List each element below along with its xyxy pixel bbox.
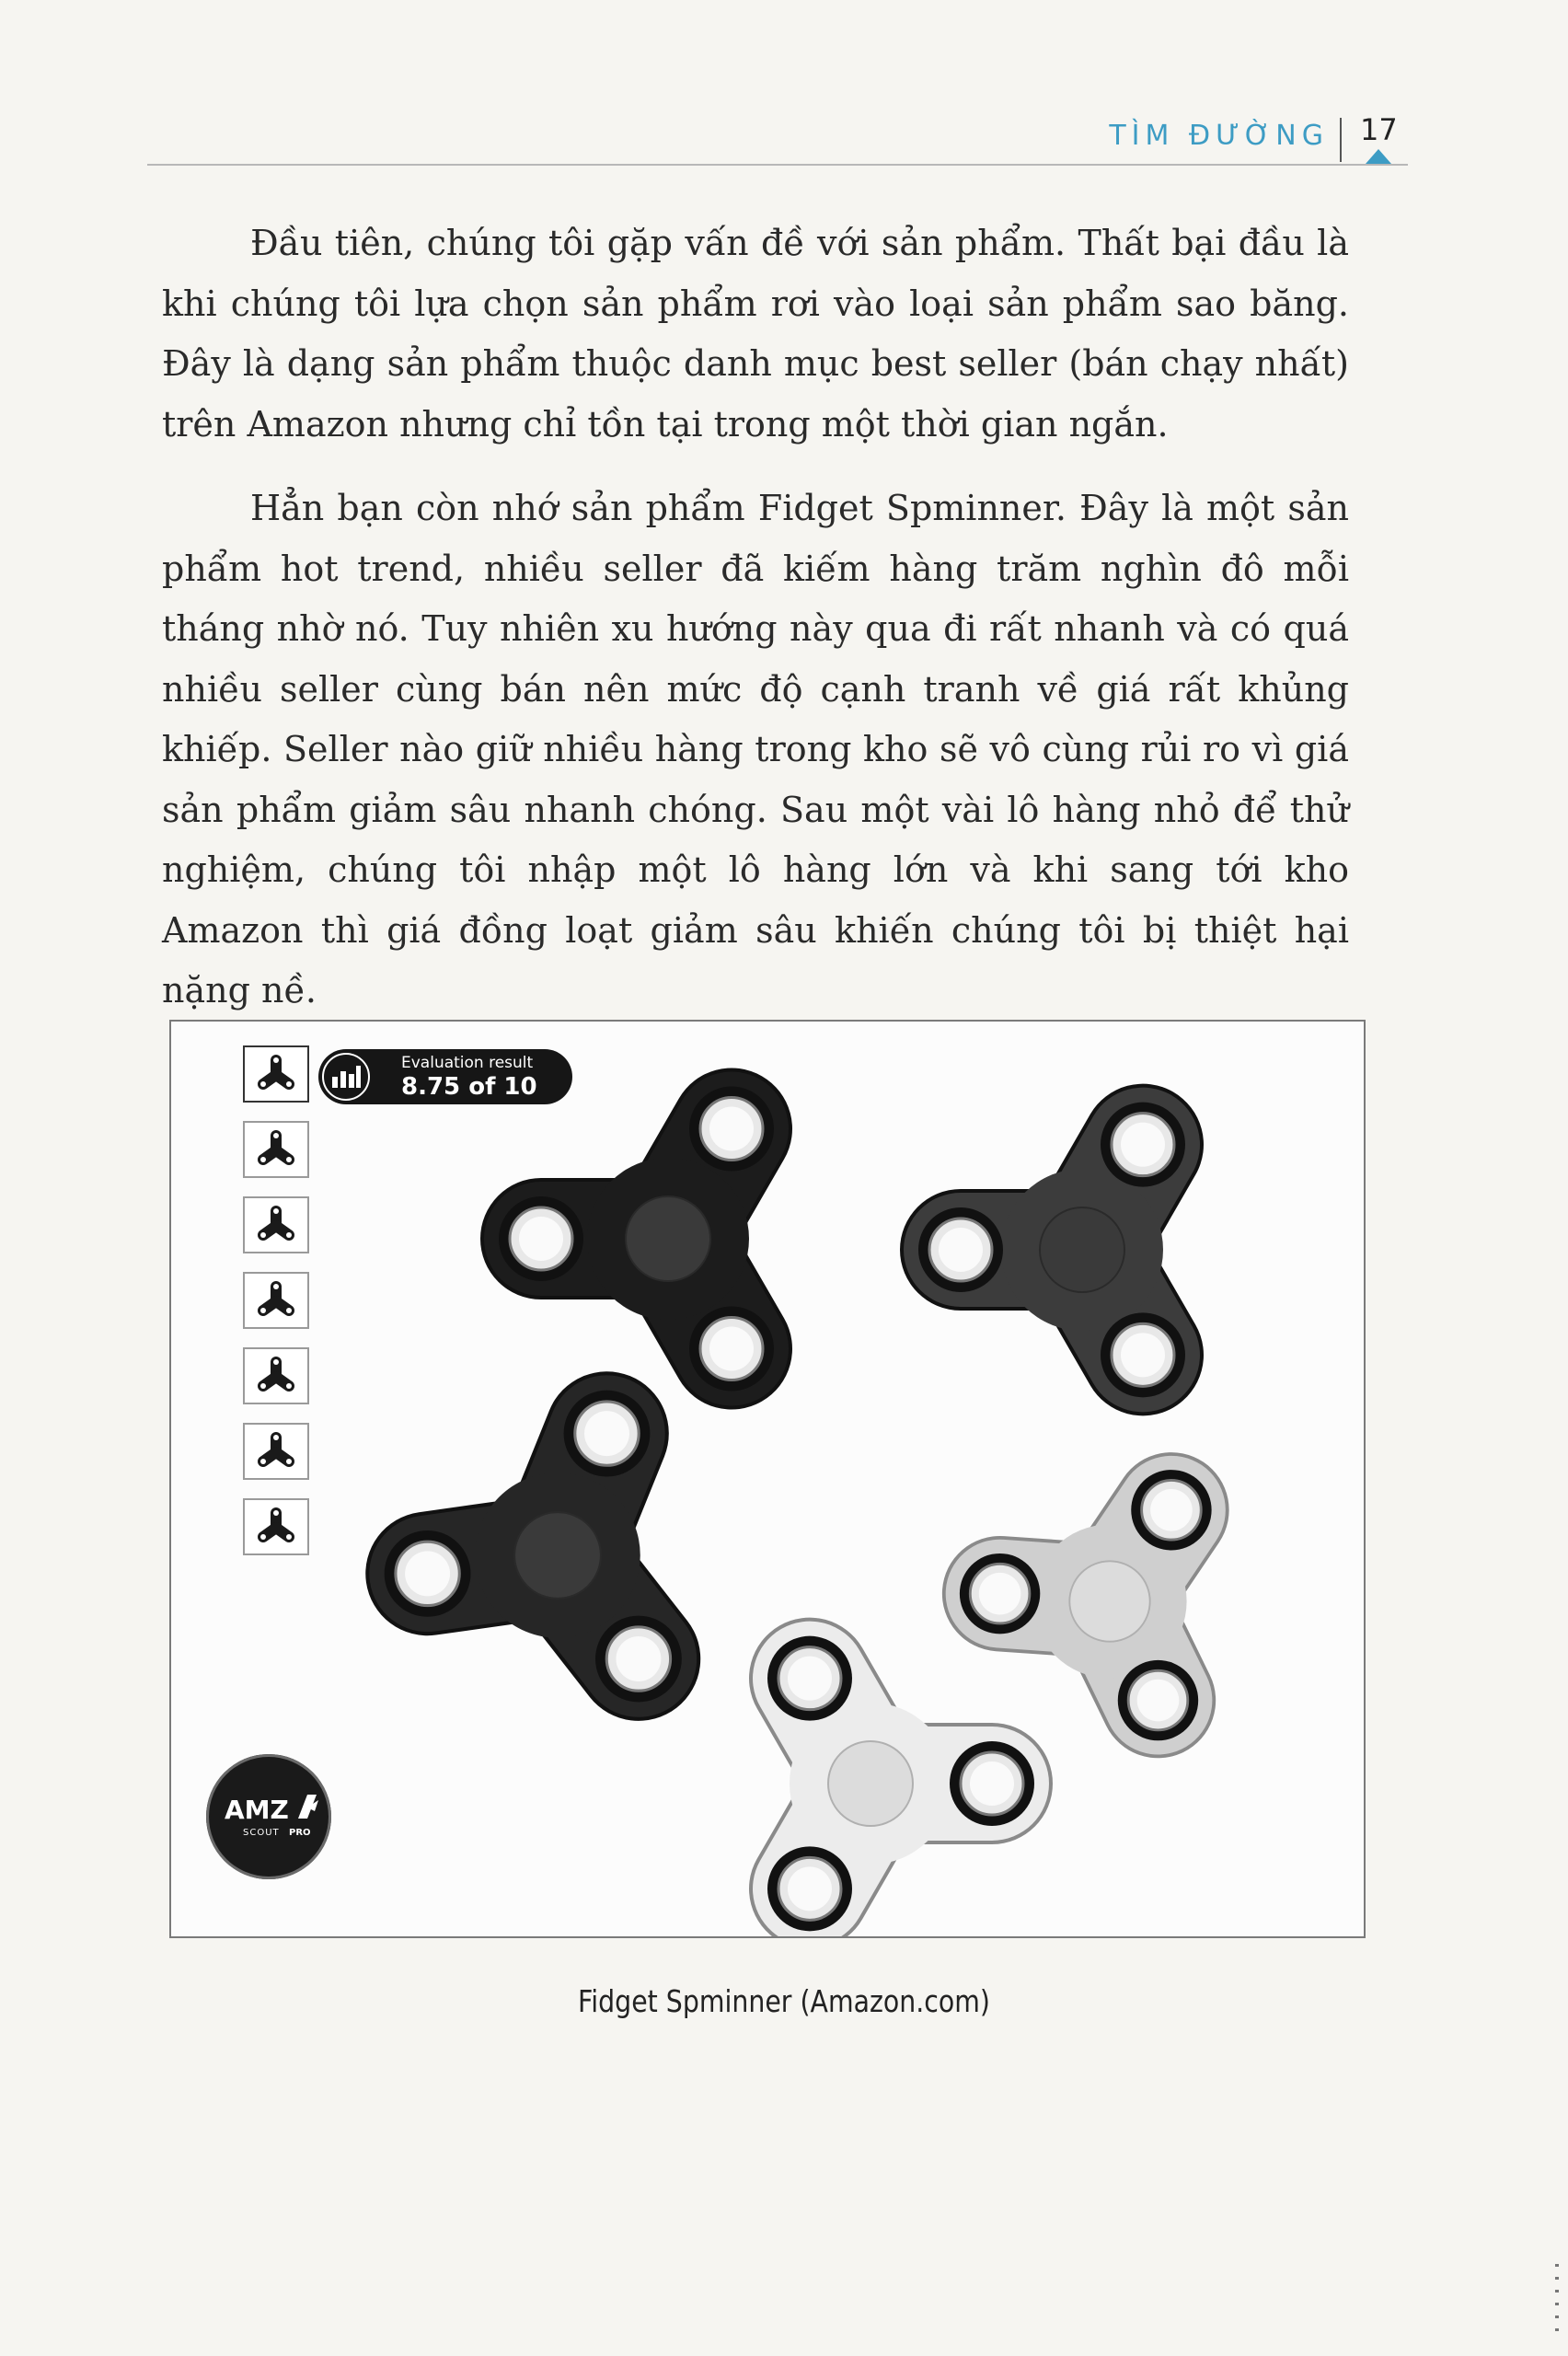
page-number: 17 [1360,112,1398,147]
fidget-spinner [767,1636,1034,1932]
product-thumbnail[interactable] [243,1121,309,1178]
paragraph-2: Hẳn bạn còn nhớ sản phẩm Fidget Spminner. Đây là một sản phẩm hot trend, nhiều seller đã kiếm hàng trăm nghìn đô mỗi tháng nhờ nó. Tuy nhiên xu hướng này qua đi rất nhanh và có quá nhiều seller cùng bán nên mức độ cạnh tranh về giá rất khủng khiếp. Seller nào giữ nhiều hàng trong kho sẽ vô cùng rủi ro vì giá sản phẩm giảm sâu nhanh chóng. Sau một vài lô hàng nhỏ để thử nghiệm, chúng tôi nhập một lô hàng lớn và khi sang tới kho Amazon thì giá đồng loạt giảm sâu khiến chúng tôi bị thiệt hại nặng nề. [162,488,1349,1011]
fidget-spinner [385,1391,682,1703]
product-thumbnail[interactable] [243,1423,309,1480]
amzscout-logo-sub: SCOUT [243,1828,280,1838]
fidget-spinner [918,1103,1185,1398]
page-edge-marks [1555,2264,1559,2338]
title-divider [1340,118,1342,162]
product-thumbnail[interactable] [243,1347,309,1404]
bar-chart-icon [322,1053,370,1101]
product-figure [169,1020,1366,1938]
header-rule [147,164,1408,166]
running-title: TÌM ĐƯỜNG [1109,120,1329,152]
amzscout-logo-pro: PRO [289,1828,311,1838]
evaluation-score: 8.75 of 10 [401,1073,537,1101]
fidget-spinner [499,1086,774,1391]
logo-arrow-icon [294,1791,320,1822]
thumbnail-strip [243,1045,313,1574]
amzscout-logo-main: AMZ [225,1795,289,1825]
evaluation-label: Evaluation result [401,1054,534,1072]
amzscout-logo [206,1754,331,1879]
evaluation-badge [318,1049,572,1104]
product-thumbnail[interactable] [243,1045,309,1103]
product-thumbnail[interactable] [243,1272,309,1329]
fidget-spinner [960,1470,1212,1740]
product-thumbnail[interactable] [243,1196,309,1253]
product-thumbnail[interactable] [243,1498,309,1555]
page-marker-icon [1366,149,1391,164]
spinner-photo [171,1022,1364,1936]
paragraph-1: Đầu tiên, chúng tôi gặp vấn đề với sản phẩm. Thất bại đầu là khi chúng tôi lựa chọn sản phẩm rơi vào loại sản phẩm sao băng. Đây là dạng sản phẩm thuộc danh mục best seller (bán chạy nhất) trên Amazon nhưng chỉ tồn tại trong một thời gian ngắn. [162,223,1349,445]
figure-caption: Fidget Spminner (Amazon.com) [578,1983,990,2019]
